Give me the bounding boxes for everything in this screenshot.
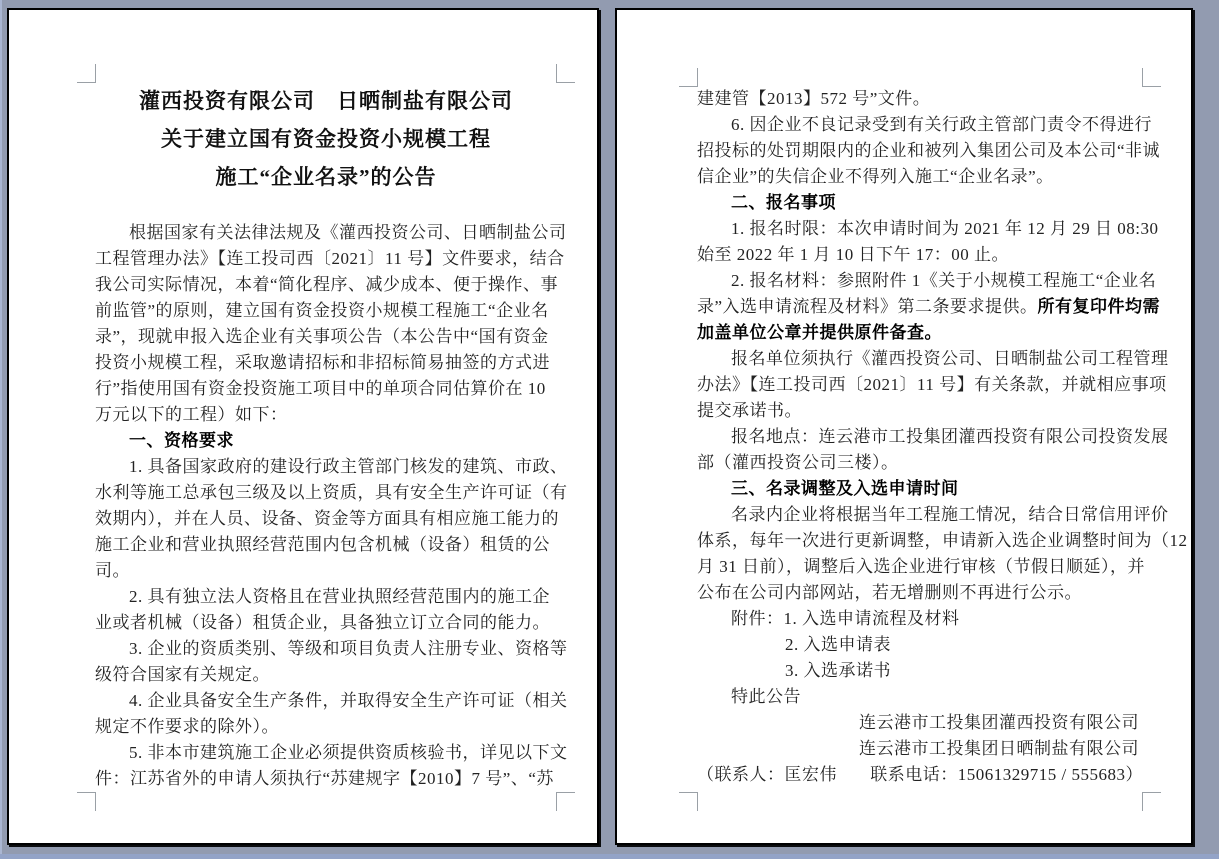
text-line[interactable] bbox=[95, 246, 565, 272]
text-segment: 体系，每年一次进行更新调整，申请新入选企业调整时间为（12 bbox=[697, 531, 1188, 550]
section-heading[interactable] bbox=[697, 476, 1143, 502]
text-segment: 级符合国家有关规定。 bbox=[95, 665, 270, 684]
text-segment: 联系电话：15061329715 / 555683） bbox=[870, 765, 1143, 784]
text-line[interactable] bbox=[697, 554, 1143, 580]
text-segment: 所有复印件均需 bbox=[1037, 297, 1161, 316]
text-line[interactable] bbox=[95, 584, 557, 610]
text-line[interactable] bbox=[697, 632, 1143, 658]
text-segment: 投资小规模工程，采取邀请招标和非招标简易抽签的方式进 bbox=[95, 353, 550, 372]
text-segment: 附件：1. 入选申请流程及材料 bbox=[731, 609, 960, 628]
text-line[interactable] bbox=[95, 376, 557, 402]
text-line[interactable] bbox=[95, 714, 557, 740]
text-segment: 规定不作要求的除外）。 bbox=[95, 717, 279, 736]
signature-line[interactable] bbox=[697, 736, 1143, 762]
text-line[interactable] bbox=[697, 138, 1161, 164]
text-line[interactable] bbox=[697, 528, 1188, 554]
text-segment: 2. 入选申请表 bbox=[785, 635, 891, 654]
text-segment: 效期内），并在人员、设备、资金等方面具有相应施工能力的 bbox=[95, 509, 559, 528]
text-segment: 信企业”的失信企业不得列入施工“企业名录”。 bbox=[697, 167, 1054, 186]
text-line[interactable] bbox=[697, 658, 1143, 684]
text-segment: 始至 2022 年 1 月 10 日下午 17：00 止。 bbox=[697, 245, 1009, 264]
text-segment: 连云港市工投集团灌西投资有限公司 bbox=[859, 713, 1139, 732]
text-segment: 4. 企业具备安全生产条件，并取得安全生产许可证（相关 bbox=[129, 691, 568, 710]
text-segment: 5. 非本市建筑施工企业必须提供资质核验书，详见以下文 bbox=[129, 743, 568, 762]
margin-mark-bottom-right-icon bbox=[556, 792, 575, 811]
text-segment: 名录内企业将根据当年工程施工情况，结合日常信用评价 bbox=[731, 505, 1169, 524]
text-segment: 公布在公司内部网站，若无增删则不再进行公示。 bbox=[697, 583, 1082, 602]
margin-mark-bottom-left-icon bbox=[77, 792, 96, 811]
text-line[interactable] bbox=[697, 372, 1167, 398]
document-title-line[interactable]: 施工“企业名录”的公告 bbox=[215, 165, 437, 189]
window-bottom-edge bbox=[0, 854, 1219, 859]
text-segment: 提交承诺书。 bbox=[697, 401, 802, 420]
text-segment: 行”指使用国有资金投资施工项目中的单项合同估算价在 10 bbox=[95, 379, 546, 398]
document-title-line[interactable]: 关于建立国有资金投资小规模工程 bbox=[161, 127, 491, 151]
text-segment: 我公司实际情况，本着“简化程序、减少成本、便于操作、事 bbox=[95, 275, 559, 294]
text-line[interactable] bbox=[95, 272, 557, 298]
text-segment: 1. 报名时限：本次申请时间为 2021 年 12 月 29 日 08:30 bbox=[731, 219, 1159, 238]
text-line[interactable] bbox=[697, 268, 1157, 294]
text-segment: 业或者机械（设备）租赁企业，具备独立订立合同的能力。 bbox=[95, 613, 550, 632]
text-segment: 司。 bbox=[95, 561, 130, 580]
margin-mark-top-right-icon bbox=[1142, 68, 1161, 87]
text-segment: 3. 入选承诺书 bbox=[785, 661, 891, 680]
text-segment: 报名地点：连云港市工投集团灌西投资有限公司投资发展 bbox=[731, 427, 1169, 446]
text-line[interactable] bbox=[697, 294, 1161, 320]
text-segment: 部（灌西投资公司三楼）。 bbox=[697, 453, 899, 472]
text-line[interactable] bbox=[95, 766, 557, 792]
text-segment: 前监管”的原则，建立国有资金投资小规模工程施工“企业名 bbox=[95, 301, 549, 320]
margin-mark-top-right-icon bbox=[556, 64, 575, 83]
text-segment: 1. 具备国家政府的建设行政主管部门核发的建筑、市政、 bbox=[129, 457, 568, 476]
margin-mark-bottom-right-icon bbox=[1142, 792, 1161, 811]
text-line[interactable] bbox=[95, 298, 557, 324]
document-page-1[interactable] bbox=[7, 8, 599, 845]
text-segment: 3. 企业的资质类别、等级和项目负责人注册专业、资格等 bbox=[129, 639, 568, 658]
page-1-text-area bbox=[95, 82, 568, 793]
text-line[interactable] bbox=[697, 320, 1143, 346]
text-line[interactable] bbox=[95, 688, 568, 714]
text-segment: 招投标的处罚期限内的企业和被列入集团公司及本公司“非诚 bbox=[697, 141, 1161, 160]
text-line[interactable] bbox=[697, 424, 1169, 450]
text-segment: 录”入选申请流程及材料》第二条要求提供。 bbox=[697, 297, 1038, 316]
contact-line[interactable] bbox=[697, 762, 1143, 788]
section-heading[interactable] bbox=[697, 190, 1143, 216]
text-line[interactable] bbox=[95, 454, 568, 480]
text-segment: 2. 具有独立法人资格且在营业执照经营范围内的施工企 bbox=[129, 587, 550, 606]
section-heading[interactable] bbox=[95, 428, 557, 454]
text-line[interactable] bbox=[697, 346, 1169, 372]
text-segment: 件：江苏省外的申请人须执行“苏建规字【2010】7 号”、“苏 bbox=[95, 769, 554, 788]
text-line[interactable] bbox=[95, 324, 557, 350]
text-line[interactable] bbox=[697, 112, 1152, 138]
signature-line[interactable] bbox=[697, 710, 1143, 736]
text-segment: 连云港市工投集团日晒制盐有限公司 bbox=[859, 739, 1139, 758]
text-segment: 二、报名事项 bbox=[731, 193, 836, 212]
text-line[interactable] bbox=[697, 580, 1143, 606]
document-title bbox=[95, 82, 557, 196]
text-line[interactable] bbox=[95, 532, 557, 558]
text-line[interactable] bbox=[697, 398, 1143, 424]
text-segment: 万元以下的工程）如下： bbox=[95, 405, 288, 424]
text-segment: 水利等施工总承包三级及以上资质，具有安全生产许可证（有 bbox=[95, 483, 568, 502]
text-line[interactable] bbox=[697, 216, 1159, 242]
text-segment: 办法》【连工投司西〔2021〕11 号】有关条款，并就相应事项 bbox=[697, 375, 1167, 394]
text-segment: （联系人：匡宏伟 bbox=[697, 765, 837, 784]
document-title-line[interactable]: 灌西投资有限公司 日晒制盐有限公司 bbox=[139, 89, 513, 113]
window-left-edge bbox=[0, 0, 2, 859]
text-segment: 6. 因企业不良记录受到有关行政主管部门责令不得进行 bbox=[731, 115, 1152, 134]
margin-mark-top-left-icon bbox=[77, 64, 96, 83]
text-segment: 报名单位须执行《灌西投资公司、日晒制盐公司工程管理 bbox=[731, 349, 1169, 368]
text-line[interactable] bbox=[95, 740, 568, 766]
text-segment: 特此公告 bbox=[731, 687, 801, 706]
text-line[interactable] bbox=[697, 606, 1143, 632]
text-line[interactable] bbox=[95, 636, 568, 662]
text-line[interactable] bbox=[95, 610, 557, 636]
margin-mark-top-left-icon bbox=[679, 68, 698, 87]
text-line[interactable] bbox=[697, 502, 1169, 528]
text-line[interactable] bbox=[95, 402, 557, 428]
text-line[interactable] bbox=[95, 480, 568, 506]
text-line[interactable] bbox=[697, 242, 1143, 268]
text-segment: 根据国家有关法律法规及《灌西投资公司、日晒制盐公司 bbox=[129, 223, 567, 242]
text-line[interactable] bbox=[95, 506, 557, 532]
page-2-text-area bbox=[697, 86, 1188, 793]
text-line[interactable] bbox=[697, 684, 1143, 710]
margin-mark-bottom-left-icon bbox=[679, 792, 698, 811]
text-segment: 施工企业和营业执照经营范围内包含机械（设备）租赁的公 bbox=[95, 535, 550, 554]
text-line[interactable] bbox=[697, 86, 1143, 112]
text-segment: 一、资格要求 bbox=[129, 431, 234, 450]
text-line[interactable] bbox=[697, 164, 1143, 190]
text-segment: 2. 报名材料：参照附件 1《关于小规模工程施工“企业名 bbox=[731, 271, 1157, 290]
text-line[interactable] bbox=[697, 450, 1143, 476]
text-line[interactable] bbox=[95, 220, 567, 246]
text-segment: 三、名录调整及入选申请时间 bbox=[731, 479, 959, 498]
text-segment: 加盖单位公章并提供原件备查。 bbox=[697, 323, 942, 342]
document-page-2[interactable] bbox=[615, 8, 1193, 845]
text-segment: 工程管理办法》【连工投司西〔2021〕11 号】文件要求，结合 bbox=[95, 249, 565, 268]
text-segment: 月 31 日前），调整后入选企业进行审核（节假日顺延），并 bbox=[697, 557, 1145, 576]
text-line[interactable] bbox=[95, 558, 557, 584]
text-segment: 建建管【2013】572 号”文件。 bbox=[697, 89, 931, 108]
text-segment: 录”，现就申报入选企业有关事项公告（本公告中“国有资金 bbox=[95, 327, 549, 346]
text-line[interactable] bbox=[95, 350, 557, 376]
text-line[interactable] bbox=[95, 662, 557, 688]
